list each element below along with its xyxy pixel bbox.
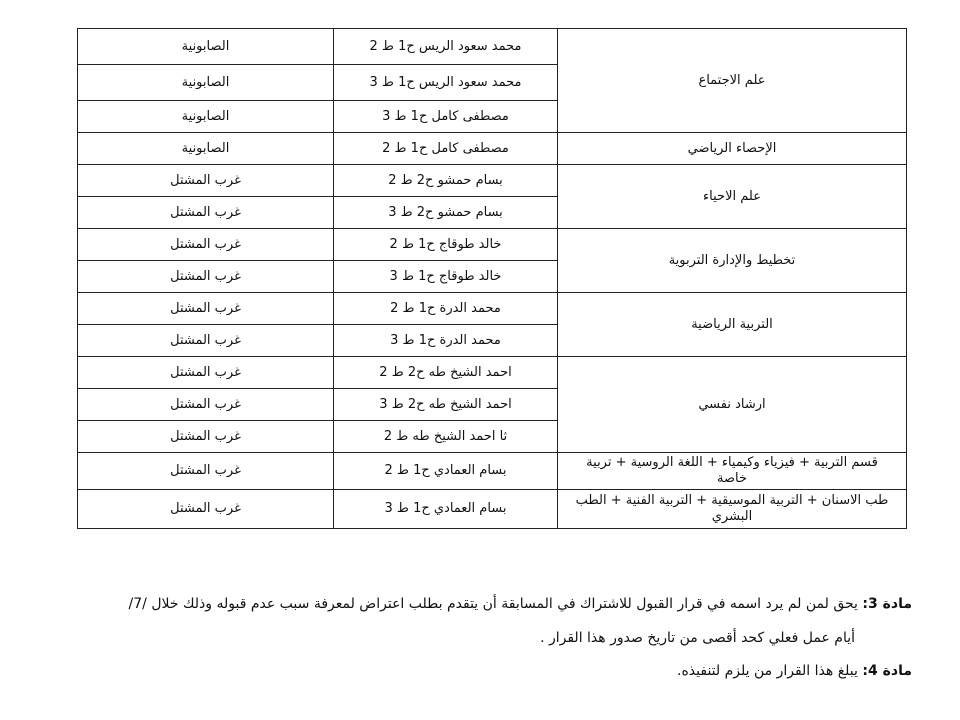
teacher-cell: خالد طوقاج ح1 ط 3 — [334, 261, 558, 293]
table-row — [78, 29, 907, 65]
teacher-cell: محمد سعود الريس ح1 ط 3 — [334, 65, 558, 101]
teacher-cell: مصطفى كامل ح1 ط 3 — [334, 101, 558, 133]
location-cell: غرب المشتل — [78, 261, 334, 293]
article-4-text: يبلغ هذا القرار من يلزم لتنفيذه. — [677, 663, 858, 679]
schedule-body — [78, 29, 907, 529]
location-cell: الصابونية — [78, 29, 334, 65]
location-cell: غرب المشتل — [78, 325, 334, 357]
location-cell: الصابونية — [78, 133, 334, 165]
teacher-cell: مصطفى كامل ح1 ط 2 — [334, 133, 558, 165]
table-row — [78, 165, 907, 197]
location-cell: غرب المشتل — [78, 293, 334, 325]
subject-cell: التربية الرياضية — [558, 293, 907, 357]
subject-cell: تخطيط والإدارة التربوية — [558, 229, 907, 293]
article-3-label: مادة 3: — [862, 596, 912, 612]
schedule-table — [77, 28, 907, 529]
location-cell: غرب المشتل — [78, 453, 334, 490]
subject-cell: علم الاحياء — [558, 165, 907, 229]
location-cell: غرب المشتل — [78, 389, 334, 421]
table-row — [78, 453, 907, 490]
subject-cell: ارشاد نفسي — [558, 357, 907, 453]
article-3-line-1 — [129, 596, 912, 612]
teacher-cell: محمد سعود الريس ح1 ط 2 — [334, 29, 558, 65]
location-cell: غرب المشتل — [78, 197, 334, 229]
article-4-label: مادة 4: — [862, 663, 912, 679]
table-row — [78, 229, 907, 261]
location-cell: الصابونية — [78, 65, 334, 101]
subject-cell: قسم التربية + فيزياء وكيمياء + اللغة الروسية + تربية خاصة — [558, 453, 907, 490]
article-3-text: يحق لمن لم يرد اسمه في قرار القبول للاشتراك في المسابقة أن يتقدم بطلب اعتراض لمعرفة سبب عدم قبوله وذلك خلال /7/ — [128, 596, 858, 612]
article-3-line-2: أيام عمل فعلي كحد أقصى من تاريخ صدور هذا القرار . — [540, 630, 855, 646]
location-cell: غرب المشتل — [78, 229, 334, 261]
article-4 — [677, 663, 912, 679]
location-cell: غرب المشتل — [78, 165, 334, 197]
teacher-cell: خالد طوقاج ح1 ط 2 — [334, 229, 558, 261]
teacher-cell: ثا احمد الشيخ طه ط 2 — [334, 421, 558, 453]
subject-cell: الإحصاء الرياضي — [558, 133, 907, 165]
subject-cell: طب الاسنان + التربية الموسيقية + التربية الفنية + الطب البشري — [558, 490, 907, 529]
location-cell: الصابونية — [78, 101, 334, 133]
table-row — [78, 357, 907, 389]
teacher-cell: محمد الدرة ح1 ط 2 — [334, 293, 558, 325]
teacher-cell: محمد الدرة ح1 ط 3 — [334, 325, 558, 357]
teacher-cell: بسام حمشو ح2 ط 2 — [334, 165, 558, 197]
table-row — [78, 293, 907, 325]
teacher-cell: بسام العمادي ح1 ط 2 — [334, 453, 558, 490]
location-cell: غرب المشتل — [78, 357, 334, 389]
teacher-cell: احمد الشيخ طه ح2 ط 3 — [334, 389, 558, 421]
location-cell: غرب المشتل — [78, 421, 334, 453]
teacher-cell: بسام العمادي ح1 ط 3 — [334, 490, 558, 529]
table-row — [78, 133, 907, 165]
teacher-cell: احمد الشيخ طه ح2 ط 2 — [334, 357, 558, 389]
table-row — [78, 490, 907, 529]
subject-cell: علم الاجتماع — [558, 29, 907, 133]
teacher-cell: بسام حمشو ح2 ط 3 — [334, 197, 558, 229]
location-cell: غرب المشتل — [78, 490, 334, 529]
